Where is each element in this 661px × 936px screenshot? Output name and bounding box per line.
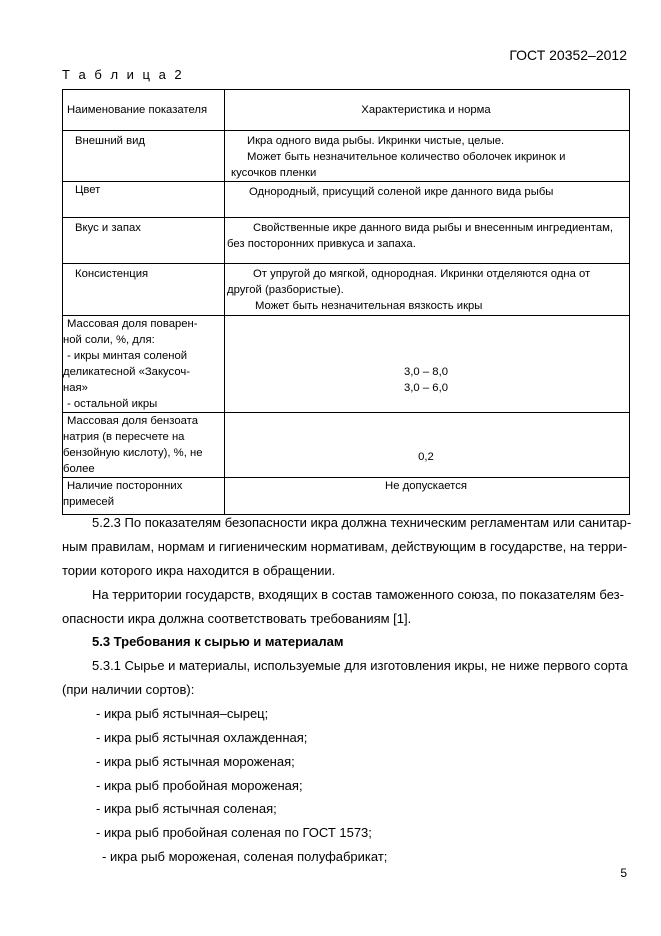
row-value-line: 0,2: [418, 451, 434, 463]
row-name: Внешний вид: [75, 135, 146, 147]
row-value-line: Свойственные икре данного вида рыбы и внесенным ингредиентам,: [253, 222, 614, 234]
row-value-line: Может быть незначительная вязкость икры: [255, 300, 483, 312]
table-row: [63, 131, 630, 182]
row-name-line: Наличие посторонних: [67, 480, 183, 492]
list-item: - икра рыб пробойная мороженая;: [96, 778, 303, 793]
row-name-line: натрия (в пересчете на: [63, 431, 185, 443]
row-value-line: другой (разбористые).: [227, 284, 344, 296]
list-item: - икра рыб пробойная соленая по ГОСТ 1573;: [96, 825, 372, 840]
paragraph-customs-line: На территории государств, входящих в состав таможенного союза, по показателям без-: [92, 587, 624, 602]
row-value-line: кусочков пленки: [231, 167, 317, 179]
row-name: Вкус и запах: [75, 222, 141, 234]
paragraph-customs-line: опасности икра должна соответствовать требованиям [1].: [62, 611, 412, 626]
table-header-row: [63, 90, 630, 131]
paragraph-5-3-1-line: 5.3.1 Сырье и материалы, используемые для изготовления икры, не ниже первого сорта: [92, 658, 628, 673]
table-row: [63, 413, 630, 478]
table-row: [63, 316, 630, 413]
table-caption: Т а б л и ц а 2: [62, 67, 185, 82]
header-name: Наименование показателя: [67, 104, 208, 116]
row-name: Цвет: [75, 184, 101, 196]
row-name-line: ной соли, %, для:: [63, 334, 155, 346]
row-name-line: деликатесной «Закусоч-: [63, 366, 191, 378]
row-name-line: ная»: [63, 382, 88, 394]
spec-table: [62, 89, 630, 515]
row-name-line: бензойную кислоту), %, не: [63, 447, 203, 459]
row-value-line: Икра одного вида рыбы. Икринки чистые, целые.: [247, 135, 505, 147]
header-value: Характеристика и норма: [361, 104, 491, 116]
list-item: - икра рыб мороженая, соленая полуфабрикат;: [102, 849, 388, 864]
row-name-line: - остальной икры: [67, 398, 158, 410]
row-name-line: примесей: [63, 496, 115, 508]
section-heading-5-3: 5.3 Требования к сырью и материалам: [92, 634, 344, 649]
table-row: [63, 182, 630, 218]
list-item: - икра рыб ястычная охлажденная;: [96, 730, 308, 745]
page-number: 5: [620, 866, 627, 880]
list-item: - икра рыб ястычная соленая;: [96, 801, 277, 816]
row-value-line: Однородный, присущий соленой икре данного вида рыбы: [249, 186, 554, 198]
paragraph-5-2-3-line: тории которого икра находится в обращении.: [62, 563, 336, 578]
row-name-line: - икры минтая соленой: [67, 350, 188, 362]
row-value-line: 3,0 – 8,0: [404, 366, 448, 378]
row-value-line: без посторонних привкуса и запаха.: [227, 238, 416, 250]
row-value-line: 3,0 – 6,0: [404, 382, 448, 394]
list-item: - икра рыб ястычная–сырец;: [96, 706, 269, 721]
table-row: [63, 478, 630, 515]
row-value-line: От упругой до мягкой, однородная. Икринки отделяются одна от: [253, 268, 591, 280]
standard-number: ГОСТ 20352–2012: [509, 47, 627, 63]
row-name: Консистенция: [75, 268, 149, 280]
paragraph-5-3-1-line: (при наличии сортов):: [62, 682, 195, 697]
list-item: - икра рыб ястычная мороженая;: [96, 754, 295, 769]
table-row: [63, 264, 630, 316]
row-name-line: более: [63, 463, 95, 475]
row-value-line: Не допускается: [385, 480, 467, 492]
table-row: [63, 218, 630, 264]
row-name-line: Массовая доля поварен-: [67, 318, 198, 330]
row-name-line: Массовая доля бензоата: [67, 415, 198, 427]
row-value-line: Может быть незначительное количество оболочек икринок и: [247, 151, 566, 163]
paragraph-5-2-3-line: 5.2.3 По показателям безопасности икра должна техническим регламентам или санитар-: [92, 515, 632, 530]
paragraph-5-2-3-line: ным правилам, нормам и гигиеническим нормативам, действующим в государстве, на терри-: [62, 539, 628, 554]
